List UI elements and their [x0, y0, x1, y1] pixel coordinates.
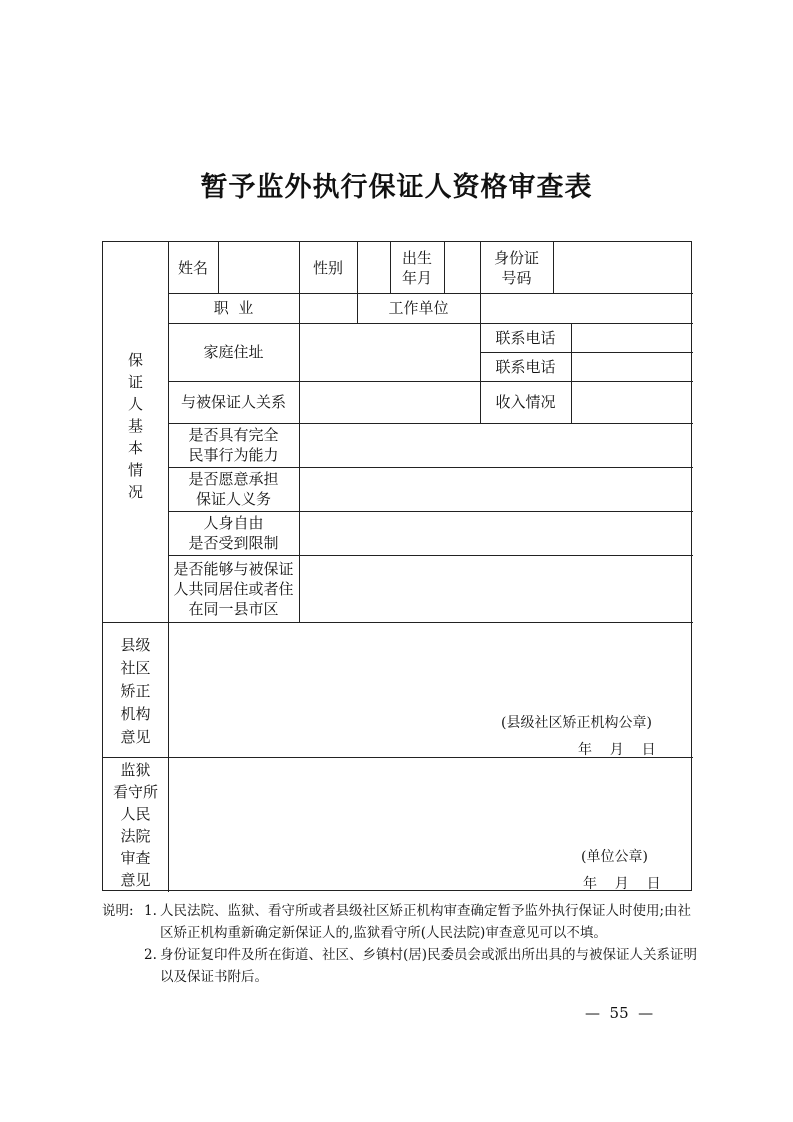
- birth-label: 出生 年月: [401, 248, 432, 287]
- work-unit-label: 工作单位: [388, 299, 449, 317]
- cohabit-value[interactable]: [299, 555, 693, 622]
- county-date: 年 月 日: [578, 742, 656, 758]
- form-title: 暂予监外执行保证人资格审查表: [200, 172, 593, 203]
- notes-prefix: 说明:: [102, 903, 134, 919]
- phone-1-label: 联系电话: [495, 328, 556, 347]
- gender-label: 性别: [312, 258, 343, 277]
- id-number-value[interactable]: [553, 242, 693, 293]
- cohabit-label: 是否能够与被保证 人共同居住或者住 在同一县市区: [173, 559, 294, 618]
- phone-2-value[interactable]: [571, 352, 693, 381]
- county-seal-note: (县级社区矫正机构公章): [501, 715, 652, 731]
- id-number-label: 身份证 号码: [493, 248, 539, 287]
- willing-label: 是否愿意承担 保证人义务: [188, 470, 279, 508]
- occupation-value[interactable]: [299, 293, 357, 323]
- phone-1-value[interactable]: [571, 323, 693, 352]
- prison-opinion-area[interactable]: [168, 757, 693, 892]
- county-opinion-label: 县级 社区 矫正 机构 意见: [120, 636, 151, 746]
- county-opinion-area[interactable]: [168, 622, 693, 757]
- note-number: 1.: [144, 903, 157, 919]
- note-number: 2.: [144, 947, 157, 963]
- relation-label: 与被保证人关系: [180, 393, 286, 411]
- name-value[interactable]: [218, 242, 299, 293]
- name-label: 姓名: [177, 258, 208, 277]
- phone-2-label: 联系电话: [495, 357, 556, 376]
- home-address-label: 家庭住址: [203, 343, 264, 361]
- note-text: 人民法院、监狱、看守所或者县级社区矫正机构审查确定暂予监外执行保证人时使用;由社区矫正机构重新确定新保证人的,监狱看守所(人民法院)审查意见可以不填。: [160, 903, 692, 941]
- work-unit-value[interactable]: [480, 293, 693, 323]
- occupation-label: 职 业: [213, 299, 254, 317]
- income-value[interactable]: [571, 381, 693, 423]
- freedom-label: 人身自由 是否受到限制: [188, 514, 279, 552]
- prison-seal-note: (单位公章): [581, 849, 648, 865]
- home-address-value[interactable]: [299, 323, 480, 423]
- notes-section: [102, 900, 702, 988]
- freedom-value[interactable]: [299, 511, 693, 555]
- prison-opinion-label: 监狱 看守所 人民 法院 审查 意见: [112, 761, 158, 889]
- section-basic-info-label: 保 证 人 基 本 情 况: [127, 351, 143, 501]
- birth-value[interactable]: [444, 242, 480, 293]
- prison-date: 年 月 日: [583, 876, 661, 892]
- income-label: 收入情况: [495, 393, 556, 411]
- willing-value[interactable]: [299, 467, 693, 511]
- gender-value[interactable]: [357, 242, 390, 293]
- page-number: — 55 —: [585, 1004, 654, 1022]
- capacity-value[interactable]: [299, 423, 693, 467]
- note-text: 身份证复印件及所在街道、社区、乡镇村(居)民委员会或派出所出具的与被保证人关系证明以及保证书附后。: [160, 947, 698, 985]
- capacity-label: 是否具有完全 民事行为能力: [188, 426, 279, 464]
- review-form-table: [102, 241, 692, 891]
